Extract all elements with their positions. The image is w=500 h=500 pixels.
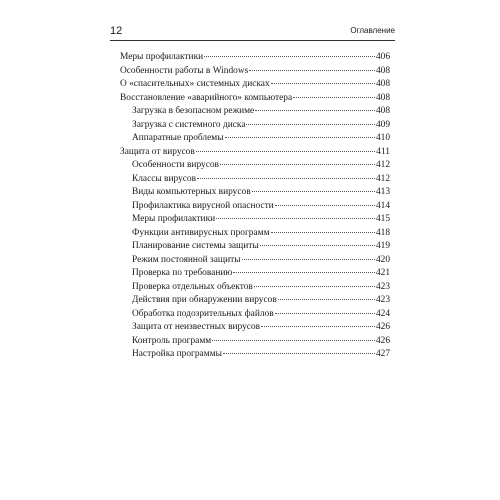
toc-entry-page: 406: [375, 52, 390, 62]
toc-entry-page: 423: [375, 295, 390, 305]
toc-entry: [120, 267, 390, 281]
toc-entry: [120, 308, 390, 322]
dot-leader: [271, 232, 375, 233]
toc-entry-page: 410: [375, 133, 390, 143]
toc-entry-title: Особенности вирусов: [132, 160, 219, 170]
toc-entry-page: 412: [375, 160, 390, 170]
toc-entry-title: Защита от неизвестных вирусов: [132, 322, 261, 332]
toc-entry-page: 411: [376, 146, 390, 157]
toc-entry-title: О «спасительных» системных дисках: [120, 79, 270, 89]
toc-entry-page: 426: [375, 322, 390, 332]
dot-leader: [223, 353, 375, 354]
dot-leader: [271, 83, 375, 84]
toc-entry-title: Особенности работы в Windows: [120, 65, 249, 76]
toc-entry-title: Планирование системы защиты: [132, 241, 259, 251]
dot-leader: [254, 286, 375, 287]
toc-entry-title: Проверка по требованию: [132, 268, 233, 278]
toc-entry-page: 414: [375, 200, 390, 211]
dot-leader: [220, 164, 375, 165]
toc-entry: [120, 92, 390, 106]
toc-entry-title: Меры профилактики: [120, 52, 204, 62]
toc-entry-title: Проверка отдельных объектов: [132, 281, 253, 292]
toc-entry-title: Загрузка в безопасном режиме: [132, 106, 255, 116]
dot-leader: [196, 151, 375, 152]
toc-entry-title: Контроль программ: [132, 335, 212, 346]
toc-entry-page: 412: [375, 173, 390, 184]
toc-entry-page: 427: [375, 349, 390, 359]
dot-leader: [212, 340, 375, 341]
toc-entry: [120, 186, 390, 200]
toc-entry-title: Настройка программы: [132, 349, 222, 359]
dot-leader: [278, 299, 375, 300]
dot-leader: [252, 191, 375, 192]
toc-entry: [120, 254, 390, 268]
toc-entry-page: 426: [375, 335, 390, 346]
toc-entry: [120, 105, 390, 119]
dot-leader: [293, 97, 375, 98]
toc-entry-page: 408: [375, 79, 390, 89]
page-header: [110, 24, 395, 38]
toc-entry-title: Меры профилактики: [132, 214, 216, 224]
toc-entry: [120, 51, 390, 65]
toc-entry-title: Действия при обнаружении вирусов: [132, 295, 277, 305]
dot-leader: [275, 205, 375, 206]
toc-entry: [120, 200, 390, 214]
dot-leader: [197, 178, 375, 179]
toc-entry-title: Функции антивирусных программ: [132, 227, 270, 238]
dot-leader: [275, 313, 375, 314]
toc-entry-title: Режим постоянной защиты: [132, 254, 241, 265]
table-of-contents: [120, 51, 390, 362]
toc-entry-page: 413: [375, 187, 390, 197]
toc-entry: [120, 321, 390, 335]
toc-entry-page: 418: [375, 227, 390, 238]
toc-entry-page: 420: [375, 254, 390, 265]
dot-leader: [204, 56, 375, 57]
toc-entry-page: 408: [375, 65, 390, 76]
dot-leader: [242, 259, 375, 260]
toc-entry-title: Виды компьютерных вирусов: [132, 187, 251, 197]
toc-entry-title: Защита от вирусов: [120, 146, 195, 157]
toc-entry-page: 424: [375, 308, 390, 319]
toc-entry: [120, 132, 390, 146]
toc-entry-page: 421: [375, 268, 390, 278]
page-number: 12: [110, 25, 123, 37]
toc-entry-page: 409: [375, 119, 390, 130]
toc-entry: [120, 159, 390, 173]
dot-leader: [216, 218, 375, 219]
toc-entry-title: Аппаратные проблемы: [132, 133, 224, 143]
toc-entry: [120, 227, 390, 241]
toc-entry-page: 423: [375, 281, 390, 292]
dot-leader: [260, 245, 375, 246]
toc-entry-title: Обработка подозрительных файлов: [132, 308, 274, 319]
dot-leader: [225, 137, 375, 138]
dot-leader: [233, 272, 375, 273]
running-head: Оглавление: [350, 26, 395, 35]
toc-entry-title: Профилактика вирусной опасности: [132, 200, 274, 211]
toc-entry: [120, 335, 390, 349]
toc-entry-page: 415: [375, 214, 390, 224]
toc-entry-page: 419: [375, 241, 390, 251]
toc-entry-page: 408: [375, 92, 390, 103]
toc-entry: [120, 213, 390, 227]
toc-entry: [120, 173, 390, 187]
toc-entry-title: Восстановление «аварийного» компьютера: [120, 92, 293, 103]
toc-entry: [120, 146, 390, 160]
dot-leader: [261, 326, 375, 327]
toc-entry-title: Загрузка с системного диска: [132, 119, 246, 130]
toc-entry: [120, 78, 390, 92]
toc-entry: [120, 294, 390, 308]
toc-entry: [120, 240, 390, 254]
header-rule: [110, 40, 395, 41]
toc-entry: [120, 281, 390, 295]
dot-leader: [249, 70, 375, 71]
toc-entry: [120, 119, 390, 133]
dot-leader: [255, 110, 375, 111]
dot-leader: [246, 124, 374, 125]
toc-entry: [120, 348, 390, 362]
toc-entry: [120, 65, 390, 79]
toc-entry-title: Классы вирусов: [132, 173, 197, 184]
toc-entry-page: 408: [375, 106, 390, 116]
